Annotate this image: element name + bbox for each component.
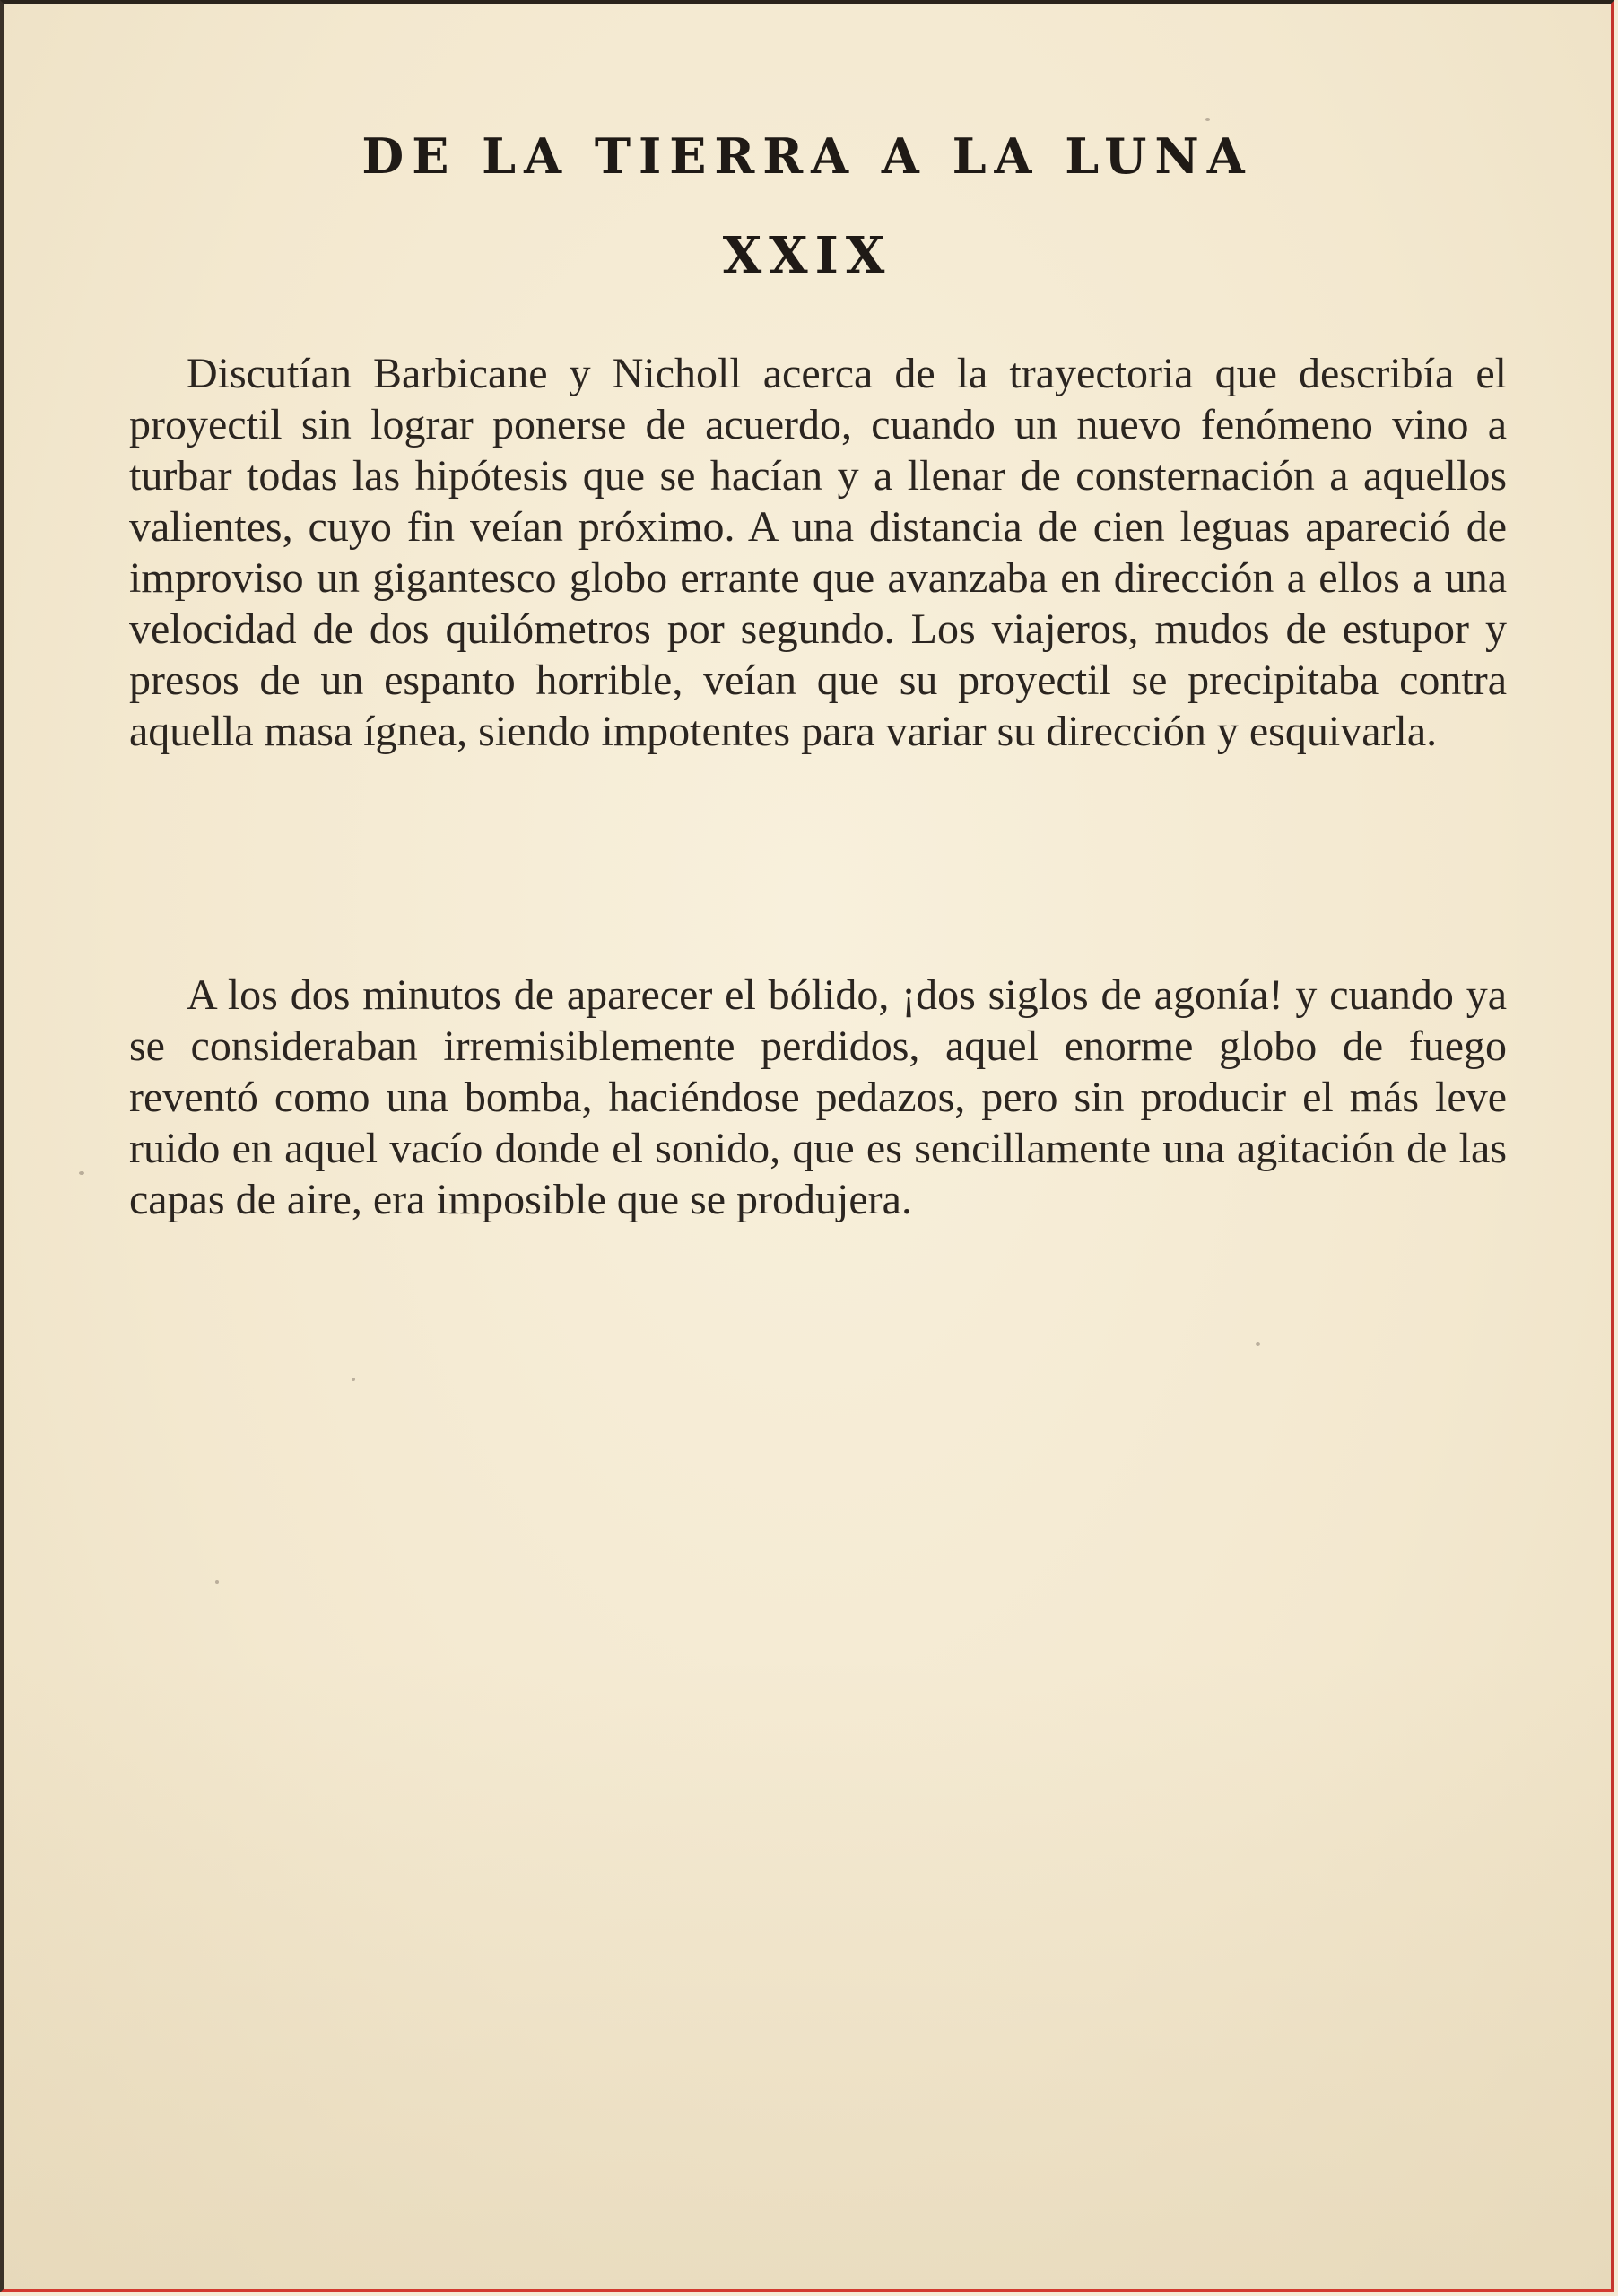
paper-speck: [79, 1171, 84, 1175]
paragraph-text: A los dos minutos de aparecer el bólido, ¡dos siglos de agonía! y cuando ya se consideraban irremisiblemente perdidos, aquel enorme globo de fuego reventó como una bomba, haciéndose pedazos, pero sin producir el más leve ruido en aquel vacío donde el sonido, que es sencillamente una agitación de las capas de aire, era imposible que se produjera.: [129, 971, 1507, 1223]
paper-speck: [1256, 1342, 1260, 1346]
book-title: DE LA TIERRA A LA LUNA: [361, 127, 1253, 185]
body-paragraph-2: [129, 970, 1507, 1225]
paper-speck: [1205, 118, 1210, 121]
paragraph-text: Discutían Barbicane y Nicholl acerca de la trayectoria que describía el proyectil sin lograr ponerse de acuerdo, cuando un nuevo fenómeno vino a turbar todas las hipótesis que se hacían y a llenar de consternación a aquellos valientes, cuyo fin veían próximo. A una distancia de cien leguas apareció de improviso un gigantesco globo errante que avanzaba en dirección a ellos a una velocidad de dos quilómetros por segundo. Los viajeros, mudos de estupor y presos de un espanto horrible, veían que su proyectil se precipitaba contra aquella masa ígnea, siendo impotentes para variar su dirección y esquivarla.: [129, 350, 1507, 755]
paper-speck: [352, 1378, 355, 1381]
paper-shading: [4, 1661, 1611, 2289]
paper-speck: [215, 1580, 219, 1584]
chapter-number: XXIX: [722, 226, 892, 285]
body-paragraph-1: [129, 348, 1507, 757]
